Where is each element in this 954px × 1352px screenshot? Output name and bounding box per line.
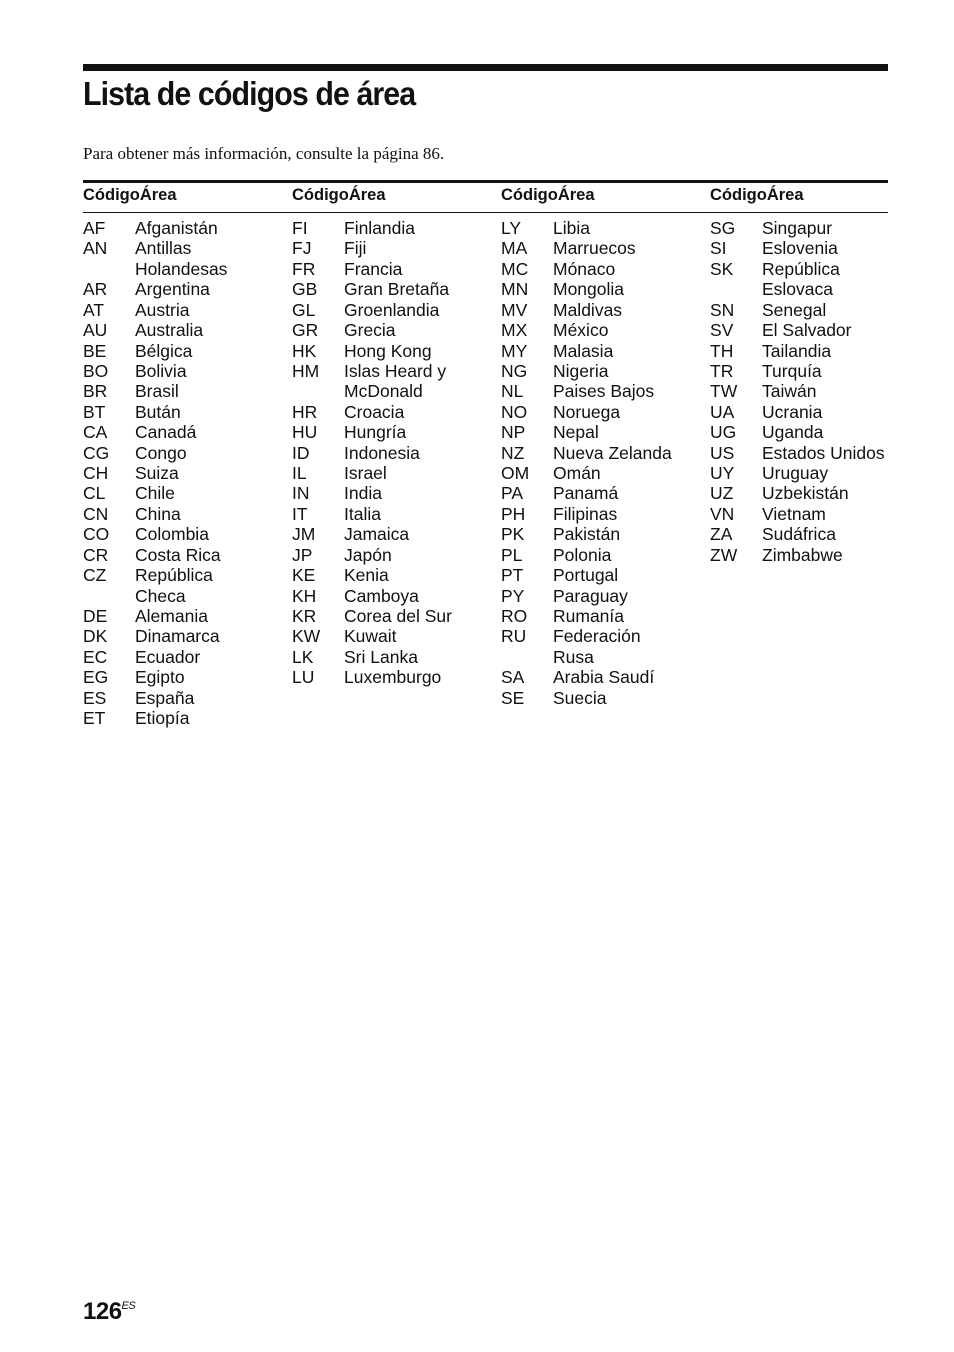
area-name: Rumanía bbox=[553, 606, 625, 627]
area-name: Chile bbox=[135, 483, 175, 504]
area-name: Ecuador bbox=[135, 646, 201, 667]
area-code: PY bbox=[501, 585, 525, 606]
area-code: MY bbox=[501, 340, 528, 361]
area-code: BE bbox=[83, 340, 107, 361]
area-code: BT bbox=[83, 401, 106, 422]
area-name: Holandesas bbox=[135, 258, 228, 279]
area-name: Suiza bbox=[135, 463, 179, 484]
area-code: RO bbox=[501, 606, 528, 627]
area-name: Ucrania bbox=[762, 401, 823, 422]
area-code: BO bbox=[83, 360, 109, 381]
area-name: Nigeria bbox=[553, 360, 609, 381]
page-title: Lista de códigos de área bbox=[83, 75, 416, 112]
area-name: Sudáfrica bbox=[762, 524, 836, 545]
area-name: Filipinas bbox=[553, 503, 618, 524]
area-code: US bbox=[710, 442, 735, 463]
area-name: India bbox=[344, 483, 382, 504]
area-code: HM bbox=[292, 360, 320, 381]
area-code: PK bbox=[501, 524, 525, 545]
area-code: NG bbox=[501, 360, 528, 381]
area-name: Congo bbox=[135, 442, 187, 463]
area-name: Colombia bbox=[135, 524, 209, 545]
area-code: RU bbox=[501, 626, 527, 647]
area-code: AN bbox=[83, 238, 108, 259]
area-name: Suecia bbox=[553, 687, 607, 708]
area-code: ID bbox=[292, 442, 310, 463]
area-name: Bután bbox=[135, 401, 181, 422]
area-name: Panamá bbox=[553, 483, 619, 504]
area-name: Argentina bbox=[135, 279, 210, 300]
area-code: GB bbox=[292, 279, 318, 300]
area-code: AF bbox=[83, 218, 106, 238]
area-code: NO bbox=[501, 401, 528, 422]
area-name: Kenia bbox=[344, 565, 389, 586]
area-code: ET bbox=[83, 708, 106, 729]
page-number-value: 126 bbox=[83, 1298, 122, 1325]
area-code: LU bbox=[292, 667, 315, 688]
area-code: NZ bbox=[501, 442, 525, 463]
area-name: Mónaco bbox=[553, 258, 616, 279]
area-name: Jamaica bbox=[344, 524, 410, 545]
area-name: Checa bbox=[135, 585, 186, 606]
area-code: HR bbox=[292, 401, 318, 422]
area-name: Australia bbox=[135, 320, 204, 341]
area-name: Fiji bbox=[344, 238, 367, 259]
area-name: Federación bbox=[553, 626, 641, 647]
area-code: CL bbox=[83, 483, 106, 504]
area-name: Turquía bbox=[762, 360, 822, 381]
area-code: HK bbox=[292, 340, 317, 361]
area-code: DE bbox=[83, 606, 108, 627]
area-code: IL bbox=[292, 463, 307, 484]
area-name: Hungría bbox=[344, 422, 407, 443]
area-name: Noruega bbox=[553, 401, 621, 422]
area-name: Libia bbox=[553, 218, 590, 238]
table-header-rule bbox=[83, 212, 888, 213]
area-name: Uganda bbox=[762, 422, 824, 443]
area-code: CA bbox=[83, 422, 108, 443]
area-code: SG bbox=[710, 218, 736, 238]
area-name: Vietnam bbox=[762, 503, 826, 524]
area-name: Costa Rica bbox=[135, 544, 221, 565]
area-name: Canadá bbox=[135, 422, 197, 443]
intro-text: Para obtener más información, consulte la página 86. bbox=[83, 144, 445, 163]
area-code: UY bbox=[710, 463, 735, 484]
area-code: CG bbox=[83, 442, 110, 463]
area-name: Japón bbox=[344, 544, 392, 565]
area-name: Hong Kong bbox=[344, 340, 432, 361]
area-name: El Salvador bbox=[762, 320, 852, 341]
area-code: SN bbox=[710, 299, 735, 320]
area-name: Singapur bbox=[762, 218, 833, 238]
area-code: IT bbox=[292, 503, 308, 524]
column-header-2: CódigoÁrea bbox=[292, 186, 386, 204]
area-name: Polonia bbox=[553, 544, 612, 565]
column-header-4: CódigoÁrea bbox=[710, 186, 804, 204]
area-name: Portugal bbox=[553, 565, 619, 586]
area-code: MA bbox=[501, 238, 528, 259]
area-code: CZ bbox=[83, 565, 107, 586]
area-name: Etiopía bbox=[135, 708, 190, 729]
area-code: MC bbox=[501, 258, 529, 279]
area-name: Uruguay bbox=[762, 463, 829, 484]
area-name: Malasia bbox=[553, 340, 614, 361]
area-code: KR bbox=[292, 606, 317, 627]
area-code: FJ bbox=[292, 238, 312, 259]
area-name: Brasil bbox=[135, 381, 179, 402]
area-code: PA bbox=[501, 483, 524, 504]
area-code: UG bbox=[710, 422, 737, 443]
area-name: Marruecos bbox=[553, 238, 636, 259]
area-name: Omán bbox=[553, 463, 601, 484]
area-name: Paraguay bbox=[553, 585, 628, 606]
area-name: Eslovenia bbox=[762, 238, 838, 259]
area-name: República bbox=[135, 565, 213, 586]
area-name: Zimbabwe bbox=[762, 544, 843, 565]
area-code: UZ bbox=[710, 483, 734, 504]
page-language: ES bbox=[121, 1300, 136, 1312]
area-code: KW bbox=[292, 626, 321, 647]
area-code: VN bbox=[710, 503, 735, 524]
area-code: ZA bbox=[710, 524, 733, 545]
area-name: Egipto bbox=[135, 667, 185, 688]
area-code: SA bbox=[501, 667, 525, 688]
area-name: Tailandia bbox=[762, 340, 832, 361]
area-code: LK bbox=[292, 646, 314, 667]
area-code: MX bbox=[501, 320, 528, 341]
area-name: Eslovaca bbox=[762, 279, 834, 300]
title-rule bbox=[83, 64, 888, 71]
area-code: TW bbox=[710, 381, 738, 402]
area-name: Senegal bbox=[762, 299, 827, 320]
area-name: Antillas bbox=[135, 238, 192, 259]
area-name: Rusa bbox=[553, 646, 594, 667]
area-name: Arabia Saudí bbox=[553, 667, 655, 688]
area-name: Grecia bbox=[344, 320, 396, 341]
area-code: PT bbox=[501, 565, 524, 586]
area-code: NL bbox=[501, 381, 524, 402]
area-name: Nepal bbox=[553, 422, 599, 443]
area-name: Corea del Sur bbox=[344, 606, 452, 627]
area-name: Mongolia bbox=[553, 279, 625, 300]
table-top-rule bbox=[83, 180, 888, 183]
column-header-3: CódigoÁrea bbox=[501, 186, 595, 204]
area-name: Paises Bajos bbox=[553, 381, 655, 402]
area-name: Pakistán bbox=[553, 524, 621, 545]
area-name: México bbox=[553, 320, 609, 341]
area-code: CH bbox=[83, 463, 109, 484]
area-name: Austria bbox=[135, 299, 190, 320]
area-code: NP bbox=[501, 422, 526, 443]
area-code: SV bbox=[710, 320, 734, 341]
area-code: DK bbox=[83, 626, 108, 647]
area-code: IN bbox=[292, 483, 310, 504]
area-name: Indonesia bbox=[344, 442, 420, 463]
area-code: MN bbox=[501, 279, 529, 300]
area-name: Dinamarca bbox=[135, 626, 220, 647]
area-code: AR bbox=[83, 279, 108, 300]
area-name: Sri Lanka bbox=[344, 646, 418, 667]
column-header-1: CódigoÁrea bbox=[83, 186, 177, 204]
area-name: República bbox=[762, 258, 840, 279]
area-name: Bélgica bbox=[135, 340, 193, 361]
area-name: Estados Unidos bbox=[762, 442, 885, 463]
area-name: Italia bbox=[344, 503, 381, 524]
area-name: Camboya bbox=[344, 585, 419, 606]
area-name: Nueva Zelanda bbox=[553, 442, 672, 463]
area-name: Luxemburgo bbox=[344, 667, 442, 688]
area-name: Afganistán bbox=[135, 218, 218, 238]
area-name: España bbox=[135, 687, 195, 708]
area-name: Kuwait bbox=[344, 626, 397, 647]
area-code: GR bbox=[292, 320, 319, 341]
area-code: SK bbox=[710, 258, 734, 279]
area-code: CO bbox=[83, 524, 110, 545]
area-code: TH bbox=[710, 340, 734, 361]
area-name: McDonald bbox=[344, 381, 423, 402]
area-code: ZW bbox=[710, 544, 738, 565]
area-name: Israel bbox=[344, 463, 387, 484]
area-code: PH bbox=[501, 503, 526, 524]
area-name: Groenlandia bbox=[344, 299, 440, 320]
area-code: SI bbox=[710, 238, 727, 259]
area-code: CR bbox=[83, 544, 109, 565]
area-name: Alemania bbox=[135, 606, 208, 627]
area-name: Finlandia bbox=[344, 218, 416, 238]
area-code: AU bbox=[83, 320, 108, 341]
area-code: HU bbox=[292, 422, 318, 443]
area-code: UA bbox=[710, 401, 735, 422]
area-code: BR bbox=[83, 381, 108, 402]
area-code: CN bbox=[83, 503, 109, 524]
area-name: Croacia bbox=[344, 401, 405, 422]
area-code: GL bbox=[292, 299, 316, 320]
area-code: SE bbox=[501, 687, 525, 708]
area-name: Islas Heard y bbox=[344, 360, 447, 381]
area-code: ES bbox=[83, 687, 107, 708]
area-name: Maldivas bbox=[553, 299, 623, 320]
area-name: Taiwán bbox=[762, 381, 817, 402]
area-name: Uzbekistán bbox=[762, 483, 849, 504]
area-code: JM bbox=[292, 524, 316, 545]
area-code: OM bbox=[501, 463, 530, 484]
area-name: Gran Bretaña bbox=[344, 279, 450, 300]
area-code: EC bbox=[83, 646, 108, 667]
area-code: JP bbox=[292, 544, 313, 565]
area-code: EG bbox=[83, 667, 109, 688]
area-code: LY bbox=[501, 218, 522, 238]
area-code: FR bbox=[292, 258, 316, 279]
area-code: KE bbox=[292, 565, 316, 586]
area-code: PL bbox=[501, 544, 523, 565]
area-code: MV bbox=[501, 299, 528, 320]
area-name: Bolivia bbox=[135, 360, 187, 381]
area-code: FI bbox=[292, 218, 308, 238]
area-code: TR bbox=[710, 360, 734, 381]
area-code: AT bbox=[83, 299, 105, 320]
area-name: Francia bbox=[344, 258, 403, 279]
area-code: KH bbox=[292, 585, 317, 606]
area-name: China bbox=[135, 503, 181, 524]
page-number bbox=[83, 1298, 135, 1326]
